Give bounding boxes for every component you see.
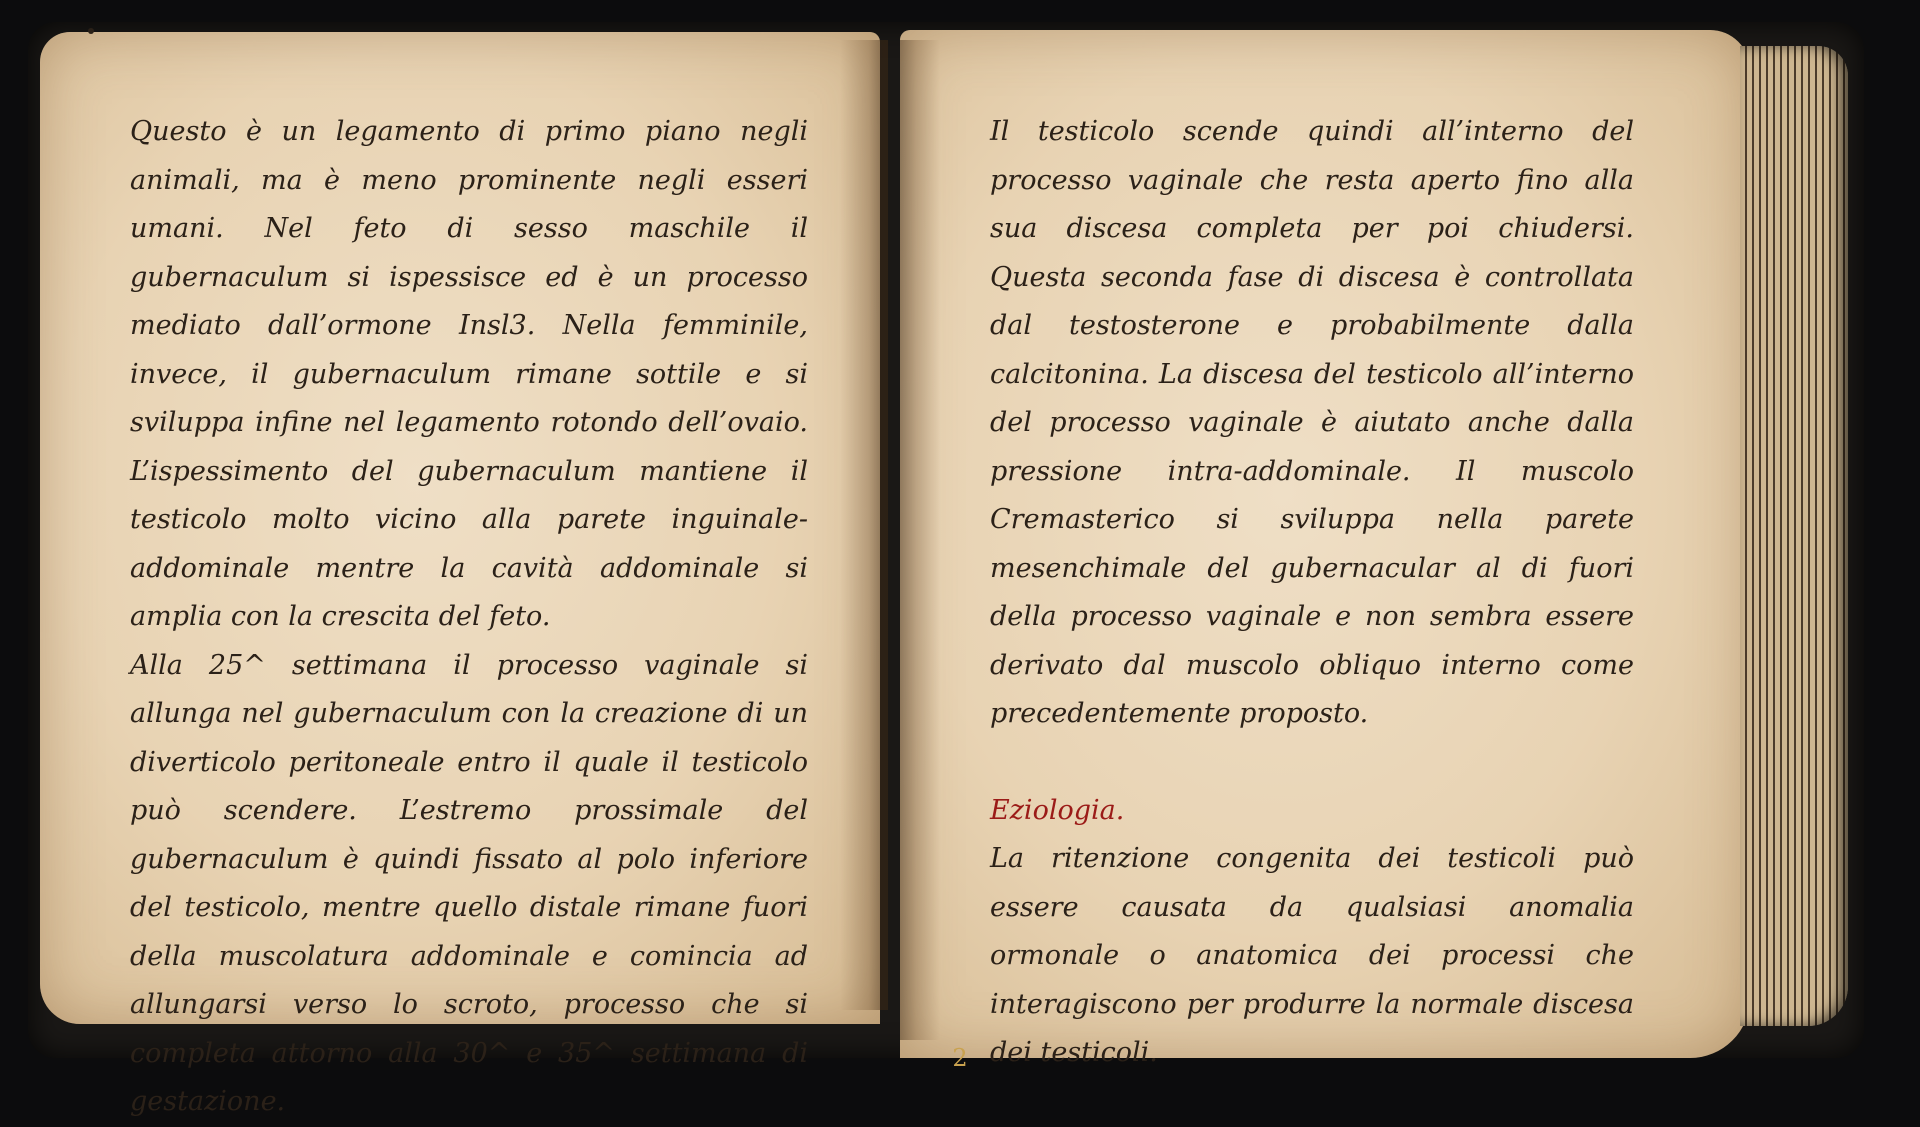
right-page-text	[990, 108, 1634, 1078]
left-page-text	[130, 108, 808, 1127]
left-paragraph-2: Alla 25^ settimana il processo vaginale si allunga nel gubernaculum con la creazione di un diverticolo peritoneale entro il quale il testicolo può scendere. L’estremo prossimale del gubernaculum è quindi fissato al polo inferiore del testicolo, mentre quello distale rimane fuori della muscolatura addominale e comincia ad allungarsi verso lo scroto, processo che si completa attorno alla 30^ e 35^ settimana di gestazione.	[130, 649, 808, 1117]
left-paragraph-1: Questo è un legamento di primo piano negli animali, ma è meno prominente negli esseri umani. Nel feto di sesso maschile il gubernaculum si ispessisce ed è un processo mediato dall’ormone Insl3. Nella femminile, invece, il gubernaculum rimane sottile e si sviluppa infine nel legamento rotondo dell’ovaio. L’ispessimento del gubernaculum mantiene il testicolo molto vicino alla parete inguinale-addominale mentre la cavità addominale si amplia con la crescita del feto.	[130, 116, 808, 632]
right-paragraph-2: La ritenzione congenita dei testicoli può essere causata da qualsiasi anomalia ormonale o anatomica dei processi che interagiscono per produrre la normale discesa dei testicoli.	[990, 843, 1634, 1068]
section-heading: Eziologia.	[990, 794, 1125, 826]
ink-speck	[88, 28, 94, 34]
right-gutter-shadow	[900, 40, 940, 1040]
left-gutter-shadow	[840, 40, 888, 1010]
right-paragraph-1: Il testicolo scende quindi all’interno del processo vaginale che resta aperto fino alla sua discesa completa per poi chiudersi. Questa seconda fase di discesa è controllata dal testosterone e probabilmente dalla calcitonina. La discesa del testicolo all’interno del processo vaginale è aiutato anche dalla pressione intra-addominale. Il muscolo Cremasterico si sviluppa nella parete mesenchimale del gubernacular al di fuori della processo vaginale e non sembra essere derivato dal muscolo obliquo interno come precedentemente proposto.	[990, 116, 1634, 729]
page-number: 2	[952, 1044, 968, 1072]
page-stack-edge	[1740, 46, 1848, 1026]
